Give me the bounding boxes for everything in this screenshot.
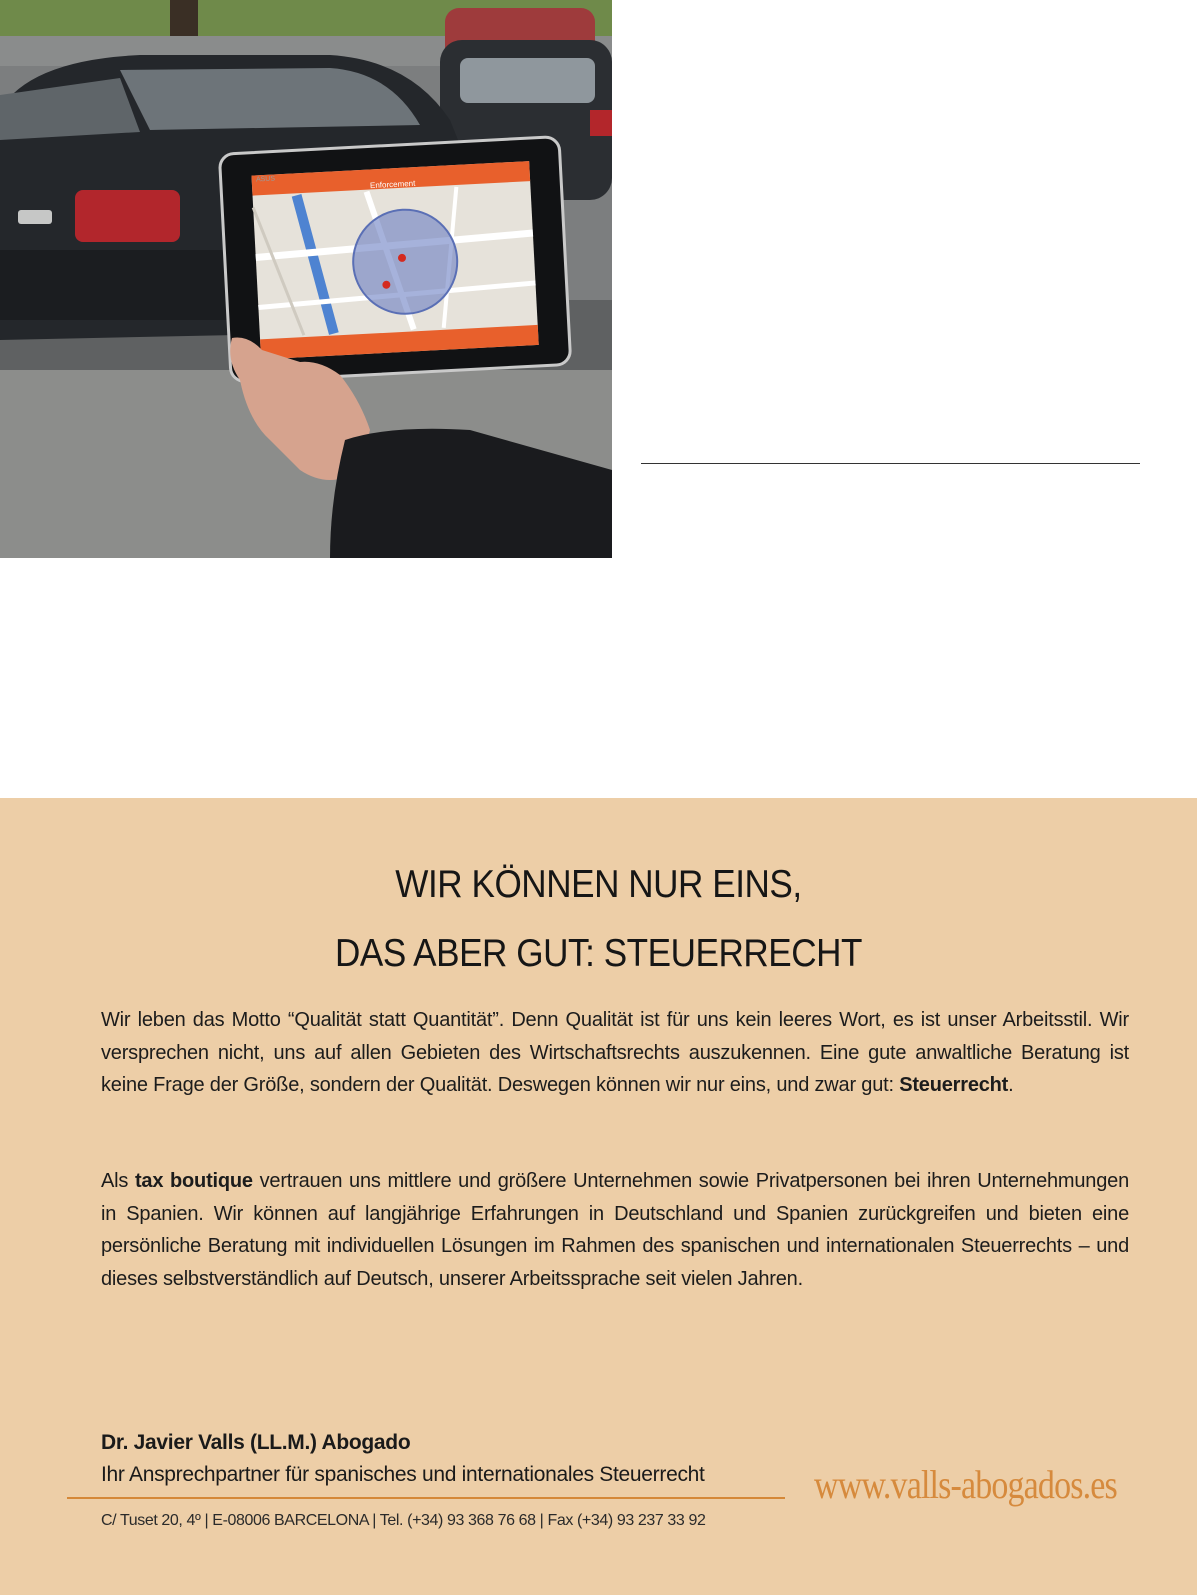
tablet-brand: ASUS xyxy=(255,175,276,184)
ad-paragraph-1 xyxy=(101,1004,1129,1102)
article-photo xyxy=(0,0,612,558)
ad-headline-line1: WIR KÖNNEN NUR EINS, xyxy=(395,863,802,906)
signature-name: Dr. Javier Valls (LL.M.) Abogado xyxy=(101,1431,411,1454)
signature-underline xyxy=(67,1497,785,1499)
website-link[interactable]: www.valls-abogados.es xyxy=(814,1462,1117,1507)
paragraph-1-end: . xyxy=(1008,1074,1014,1097)
paragraph-2-start: Als xyxy=(101,1170,135,1192)
paragraph-2-text: vertrauen uns mittlere und größere Unternehmen sowie Privatpersonen bei ihren Unternehmungen in Spanien. Wir können auf langjährige Erfahrungen in Deutschland und Spanien zurückgreifen und bieten eine persönliche Beratung mit individuellen Lösungen im Rahmen des spanischen und internationalen Steuerrechts – und dieses selbstverständlich auf Deutsch, unserer Arbeitssprache seit vielen Jahren. xyxy=(101,1170,1129,1290)
paragraph-2-bold: tax boutique xyxy=(134,1170,253,1192)
tablet-screen-title: Enforcement xyxy=(369,178,416,191)
law-firm-advertisement xyxy=(0,798,1197,1595)
column-divider xyxy=(641,463,1140,464)
ad-paragraph-2 xyxy=(101,1165,1129,1295)
signature-role: Ihr Ansprechpartner für spanisches und internationales Steuerrecht xyxy=(101,1463,705,1486)
ad-headline-line2: DAS ABER GUT: STEUERRECHT xyxy=(334,932,863,975)
paragraph-1-bold: Steuerrecht xyxy=(899,1074,1009,1097)
paragraph-1-text: Wir leben das Motto “Qualität statt Quantität”. Denn Qualität ist für uns kein leeres Wort, es ist unser Arbeitsstil. Wir versprechen nicht, uns auf allen Gebieten des Wirtschaftsrechts auszukennen. Eine gute anwaltliche Beratung ist keine Frage der Größe, sondern der Qualität. Deswegen können wir nur eins, und zwar gut: xyxy=(101,1009,1129,1097)
firm-address: C/ Tuset 20, 4º | E-08006 BARCELONA | Tel. (+34) 93 368 76 68 | Fax (+34) 93 237 33 92 xyxy=(101,1512,706,1529)
